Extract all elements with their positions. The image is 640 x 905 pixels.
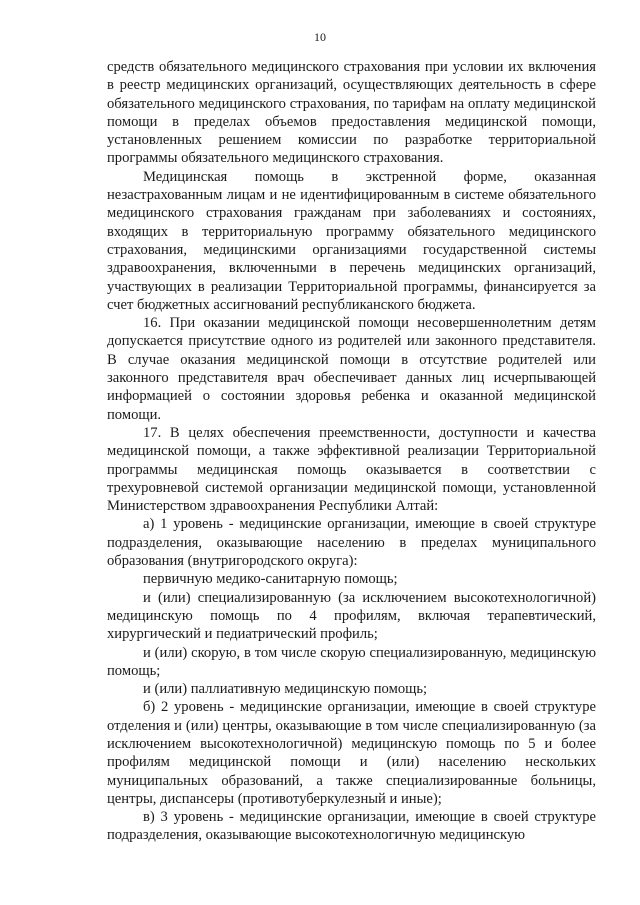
- page-number: 10: [314, 30, 326, 44]
- list-item-level-3: в) 3 уровень - медицинские организации, имеющие в своей структуре подразделения, оказывающие высокотехнологичную медицинскую: [107, 809, 596, 844]
- paragraph-17: 17. В целях обеспечения преемственности, доступности и качества медицинской помощи, а также эффективной реализации Территориальной программы медицинская помощь оказывается в соответствии с трехуровневой системой организации медицинской помощи, установленной Министерством здравоохранения Республики Алтай:: [107, 424, 596, 515]
- list-subitem: и (или) паллиативную медицинскую помощь;: [143, 681, 428, 698]
- list-subitem: первичную медико-санитарную помощь;: [143, 571, 398, 588]
- list-item-level-2: б) 2 уровень - медицинские организации, имеющие в своей структуре отделения и (или) центры, оказывающие в том числе специализированную (за исключением высокотехнологичной) медицинскую помощь по 5 и более профилям медицинской помощи и (или) населению нескольких муниципальных образований, а также специализированные больницы, центры, диспансеры (противотуберкулезный и иные);: [107, 699, 596, 807]
- paragraph-16: 16. При оказании медицинской помощи несовершеннолетним детям допускается присутствие одного из родителей или законного представителя. В случае оказания медицинской помощи в отсутствие родителей или законного представителя врач обеспечивает данных лиц исчерпывающей информацией о состоянии здоровья ребенка и оказанной медицинской помощи.: [107, 315, 596, 423]
- paragraph: средств обязательного медицинского страхования при условии их включения в реестр медицинских организаций, осуществляющих деятельность в сфере обязательного медицинского страхования, по тарифам на оплату медицинской помощи в пределах объемов предоставления медицинской помощи, установленных решением комиссии по разработке территориальной программы обязательного медицинского страхования.: [107, 59, 596, 167]
- paragraph: Медицинская помощь в экстренной форме, оказанная незастрахованным лицам и не идентифицированным в системе обязательного медицинского страхования гражданам при заболеваниях и состояниях, входящих в территориальную программу обязательного медицинского страхования, медицинскими организациями государственной системы здравоохранения, включенными в перечень медицинских организаций, участвующих в реализации Территориальной программы, финансируется за счет бюджетных ассигнований республиканского бюджета.: [107, 168, 596, 313]
- list-subitem: и (или) скорую, в том числе скорую специализированную, медицинскую помощь;: [107, 644, 596, 679]
- document-body: [107, 58, 596, 845]
- list-item-level-1: а) 1 уровень - медицинские организации, имеющие в своей структуре подразделения, оказывающие населению в пределах муниципального образования (внутригородского округа):: [107, 516, 596, 570]
- list-subitem: и (или) специализированную (за исключением высокотехнологичной) медицинскую помощь по 4 профилям, включая терапевтический, хирургический и педиатрический профиль;: [107, 589, 596, 643]
